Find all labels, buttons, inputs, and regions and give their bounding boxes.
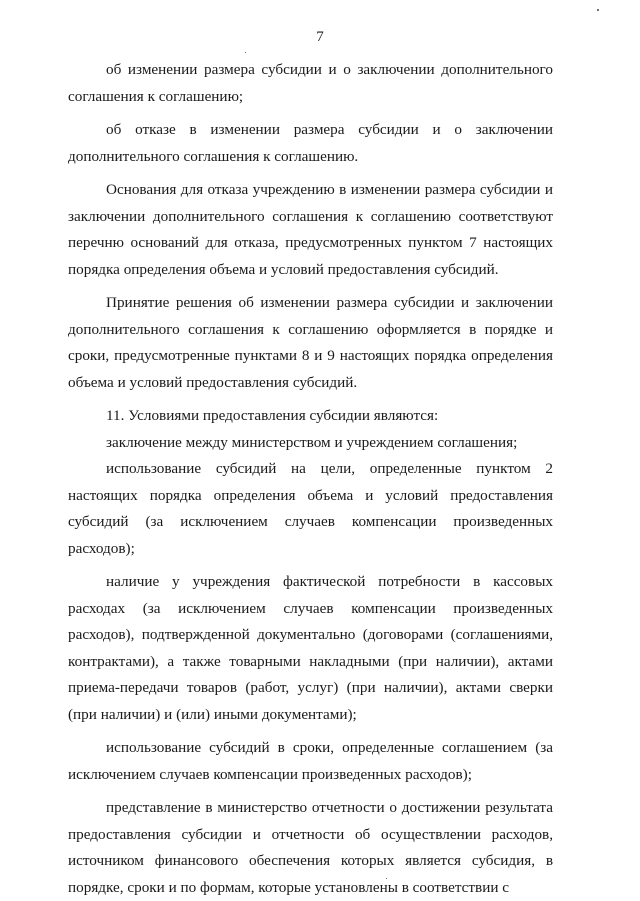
page-number: 7 [316, 29, 324, 45]
paragraph-8: наличие у учреждения фактической потребности в кассовых расходах (за исключением случаев компенсации произведенных расходов), подтвержденной документально (договорами (соглашениями, контрактами), а также товарными накладными (при наличии), актами приема-передачи товаров (работ, услуг) (при наличии), актами сверки (при наличии) и (или) иными документами); [68, 573, 553, 723]
paragraph-9: использование субсидий в сроки, определенные соглашением (за исключением случаев компенсации произведенных расходов); [68, 739, 553, 783]
body-text [68, 57, 553, 901]
scan-speck [386, 878, 387, 879]
paragraph-10: представление в министерство отчетности о достижении результата предоставления субсидии и отчетности об осуществлении расходов, источником финансового обеспечения которых является субсидия, в порядке, сроки и по формам, которые установлены в соответствии с [68, 799, 553, 896]
paragraph-2: об отказе в изменении размера субсидии и о заключении дополнительного соглашения к соглашению. [68, 121, 553, 165]
paragraph-1: об изменении размера субсидии и о заключении дополнительного соглашения к соглашению; [68, 61, 553, 105]
paragraph-4: Принятие решения об изменении размера субсидии и заключении дополнительного соглашения к соглашению оформляется в порядке и сроки, предусмотренные пунктами 8 и 9 настоящих порядка определения объема и условий предоставления субсидий. [68, 294, 553, 391]
scan-speck [597, 9, 599, 11]
paragraph-7: использование субсидий на цели, определенные пунктом 2 настоящих порядка определения объема и условий предоставления субсидий (за исключением случаев компенсации произведенных расходов); [68, 460, 553, 557]
paragraph-6: заключение между министерством и учреждением соглашения; [106, 433, 518, 451]
scan-speck [245, 52, 246, 53]
paragraph-5: 11. Условиями предоставления субсидии являются: [106, 407, 439, 424]
paragraph-3: Основания для отказа учреждению в изменении размера субсидии и заключении дополнительного соглашения к соглашению соответствуют перечню оснований для отказа, предусмотренных пунктом 7 настоящих порядка определения объема и условий предоставления субсидий. [68, 181, 553, 278]
